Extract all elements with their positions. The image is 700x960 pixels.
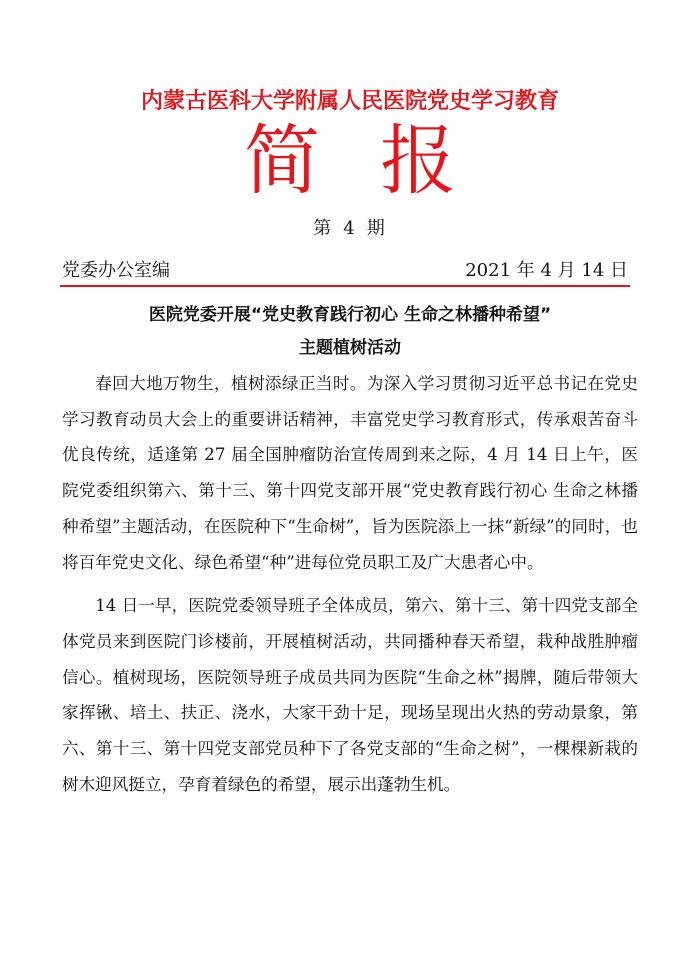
- organization-title: 内蒙古医科大学附属人民医院党史学习教育: [140, 89, 559, 114]
- article-title-line2: 主题植树活动: [299, 338, 401, 358]
- issue-number-value: 4: [343, 218, 357, 239]
- article-paragraph: 14 日一早，医院党委领导班子全体成员，第六、第十三、第十四党支部全体党员来到医院门诊楼前，开展植树活动，共同播种春天希望，栽种战胜肿瘤信心。植树现场，医院领导班子成员共同为医院“生命之林”揭牌，随后带领大家挥锹、培土、扶正、浇水，大家干劲十足，现场呈现出火热的劳动景象，第六、第十三、第十四党支部党员种下了各党支部的“生命之树”，一棵棵新栽的树木迎风挺立，孕育着绿色的希望，展示出蓬勃生机。: [62, 596, 638, 794]
- issue-number: [0, 214, 700, 240]
- article-body: [62, 366, 638, 810]
- editor-label: 党委办公室编: [62, 260, 170, 281]
- article-title-line1: 医院党委开展“党史教育践行初心 生命之林播种希望”: [148, 305, 552, 325]
- red-divider: [60, 285, 630, 287]
- masthead-title: 简报: [244, 116, 516, 205]
- issue-suffix: 期: [366, 218, 387, 239]
- meta-row: [62, 256, 628, 282]
- article-paragraph: 春回大地万物生，植树添绿正当时。为深入学习贯彻习近平总书记在党史学习教育动员大会上的重要讲话精神，丰富党史学习教育形式，传承艰苦奋斗优良传统，适逢第 27 届全国肿瘤防治宣传周到来之际，4 月 14 日上午，医院党委组织第六、第十三、第十四党支部开展“党史教育践行初心 生命之林播种希望”主题活动，在医院种下“生命树”，旨为医院添上一抹“新绿”的同时，也将百年党史文化、绿色希望“种”进每位党员职工及广大患者心中。: [62, 374, 638, 572]
- issue-prefix: 第: [313, 218, 334, 239]
- publish-date: 2021 年 4 月 14 日: [465, 260, 628, 281]
